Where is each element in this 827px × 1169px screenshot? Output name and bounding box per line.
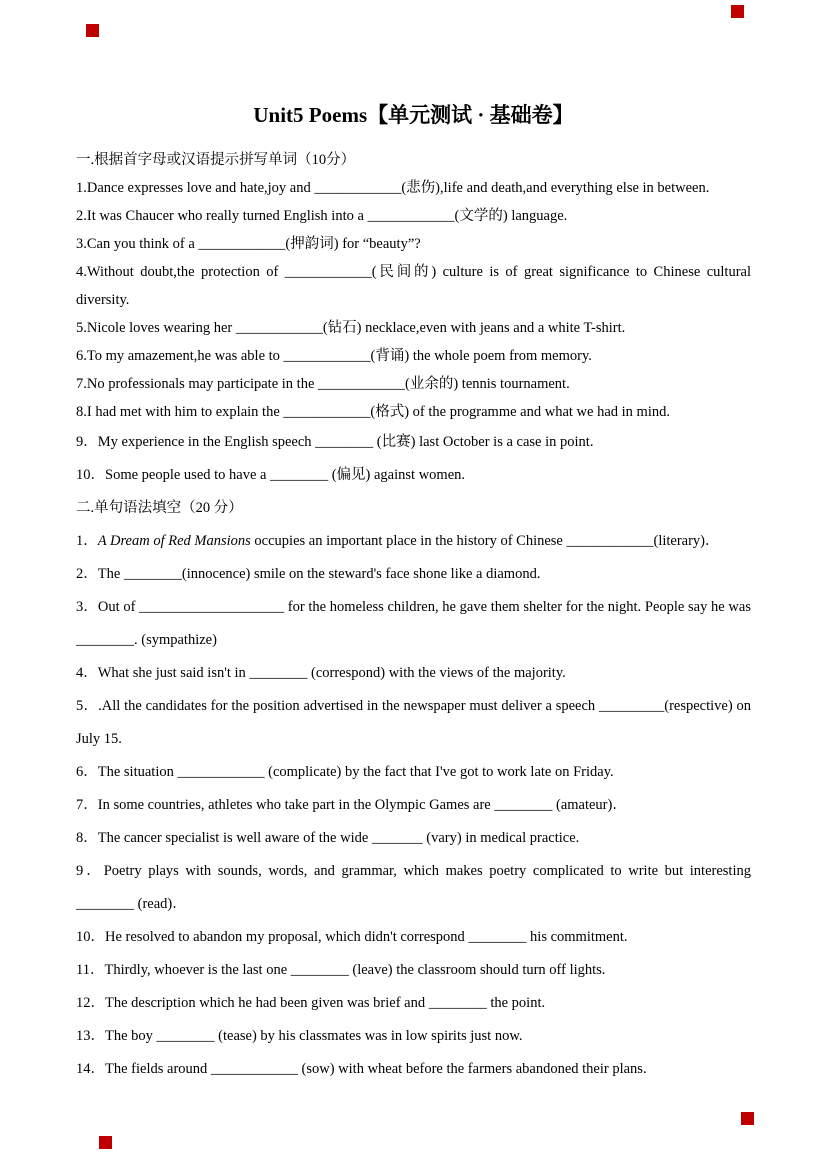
section-grammar-fill	[76, 492, 751, 1086]
question-line: 3．Out of ____________________ for the homeless children, he gave them shelter for the night. People say he was ________. (sympathize)	[76, 599, 751, 648]
section-2-heading: 二.单句语法填空（20 分）	[76, 500, 243, 516]
corner-mark-top-right	[731, 5, 744, 18]
question-line: 10．Some people used to have a ________ (偏见) against women.	[76, 467, 466, 483]
question-line: 9．Poetry plays with sounds, words, and grammar, which makes poetry complicated to write but interesting ________ (read)．	[76, 863, 751, 912]
section-word-spelling	[76, 146, 751, 492]
question-line: 5.Nicole loves wearing her ____________(钻石) necklace,even with jeans and a white T-shirt.	[76, 320, 626, 336]
section-1-heading: 一.根据首字母或汉语提示拼写单词（10分）	[76, 152, 356, 168]
question-number: 1．	[76, 533, 98, 549]
question-line: 6．The situation ____________ (complicate) by the fact that I've got to work late on Friday.	[76, 764, 614, 780]
question-line: 6.To my amazement,he was able to ____________(背诵) the whole poem from memory.	[76, 348, 592, 364]
question-line	[76, 525, 751, 558]
question-line: 3.Can you think of a ____________(押韵词) for “beauty”?	[76, 236, 421, 252]
question-line: 2.It was Chaucer who really turned English into a ____________(文学的) language.	[76, 208, 568, 224]
question-line: 12．The description which he had been given was brief and ________ the point.	[76, 995, 546, 1011]
question-line: 11．Thirdly, whoever is the last one ________ (leave) the classroom should turn off lights.	[76, 962, 606, 978]
question-line: 4．What she just said isn't in ________ (correspond) with the views of the majority.	[76, 665, 566, 681]
question-line: 10．He resolved to abandon my proposal, which didn't correspond ________ his commitment.	[76, 929, 628, 945]
question-line: 8.I had met with him to explain the ____________(格式) of the programme and what we had in mind.	[76, 404, 670, 420]
question-line: 13．The boy ________ (tease) by his classmates was in low spirits just now.	[76, 1028, 523, 1044]
question-line: 7．In some countries, athletes who take part in the Olympic Games are ________ (amateur)．	[76, 797, 627, 813]
corner-mark-top-left	[86, 24, 99, 37]
question-line: 4.Without doubt,the protection of ____________(民间的) culture is of great significance to Chinese cultural diversity.	[76, 264, 751, 308]
question-line: 5．.All the candidates for the position advertised in the newspaper must deliver a speech _________(respective) on July 15.	[76, 698, 751, 747]
book-title-italic: A Dream of Red Mansions	[97, 533, 251, 549]
question-line: 14．The fields around ____________ (sow) with wheat before the farmers abandoned their plans.	[76, 1061, 647, 1077]
page-title: Unit5 Poems【单元测试 · 基础卷】	[253, 103, 574, 127]
question-line: 2．The ________(innocence) smile on the steward's face shone like a diamond.	[76, 566, 541, 582]
question-line: 8．The cancer specialist is well aware of the wide _______ (vary) in medical practice.	[76, 830, 580, 846]
corner-mark-bottom-right	[741, 1112, 754, 1125]
question-line: 1.Dance expresses love and hate,joy and ____________(悲伤),life and death,and everything else in between.	[76, 180, 710, 196]
question-line: 7.No professionals may participate in the ____________(业余的) tennis tournament.	[76, 376, 570, 392]
question-line: 9．My experience in the English speech ________ (比赛) last October is a case in point.	[76, 434, 594, 450]
question-text: occupies an important place in the history of Chinese ____________(literary)．	[250, 533, 720, 549]
corner-mark-bottom-left	[99, 1136, 112, 1149]
